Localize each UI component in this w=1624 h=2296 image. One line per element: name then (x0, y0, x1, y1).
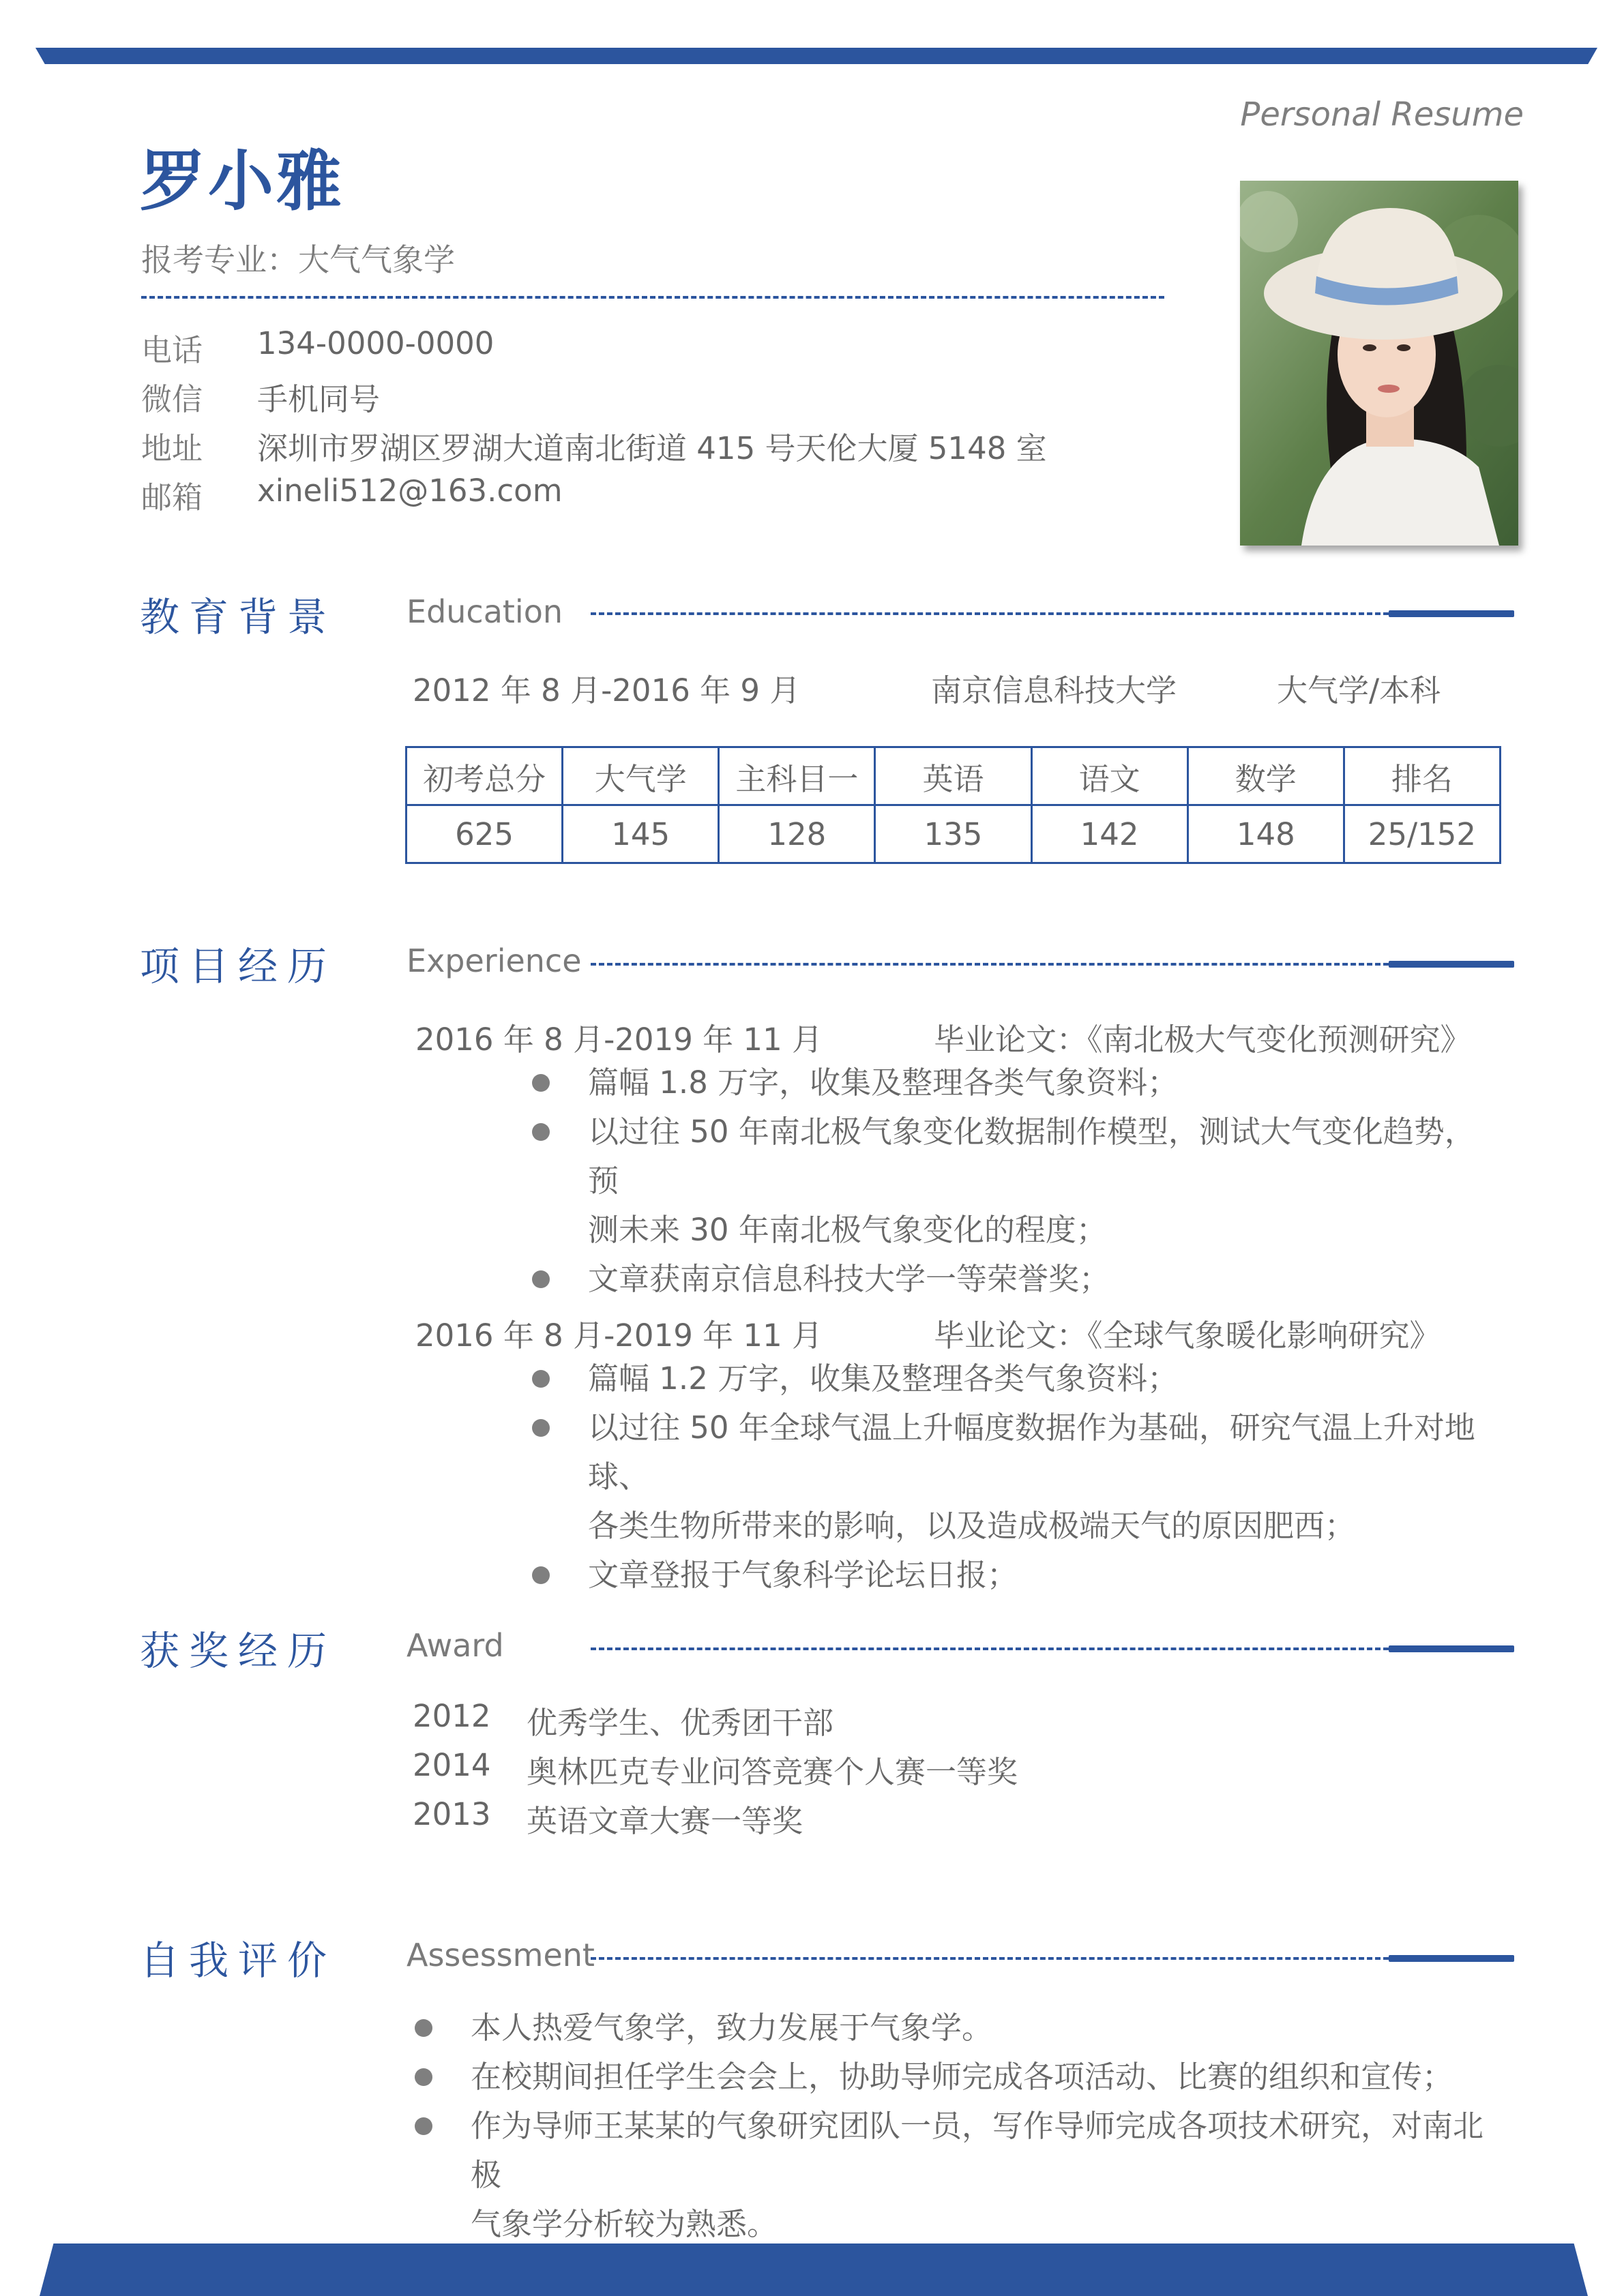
experience-divider (591, 963, 1389, 966)
list-item (532, 1551, 1501, 1600)
experience-bullets (532, 1058, 1501, 1304)
score-header-cell: 主科目一 (719, 747, 875, 805)
bullet-icon (415, 2117, 432, 2135)
score-value-cell: 25/152 (1344, 805, 1500, 863)
bullet-text: 文章获南京信息科技大学一等荣誉奖； (588, 1261, 1110, 1297)
contact-value: 手机同号 (257, 381, 381, 417)
assessment-divider (591, 1957, 1389, 1960)
bullet-text: 在校期间担任学生会会上，协助导师完成各项活动、比赛的组织和宣传； (471, 2059, 1453, 2095)
assessment-divider-accent (1389, 1955, 1514, 1962)
score-value-cell: 135 (875, 805, 1031, 863)
score-header-row (407, 747, 1501, 805)
bullet-icon (532, 1566, 550, 1584)
score-value-cell: 145 (563, 805, 719, 863)
bullet-text: 作为导师王某某的气象研究团队一员，写作导师完成各项技术研究，对南北极 (471, 2108, 1484, 2193)
contact-label: 电话 (141, 332, 203, 368)
experience-period: 2016 年 8 月-2019 年 11 月 (415, 1317, 823, 1354)
list-item (415, 2003, 1506, 2053)
list-item (532, 1403, 1501, 1551)
score-header-cell: 语文 (1031, 747, 1187, 805)
portrait-illustration (1240, 181, 1518, 546)
award-year: 2014 (413, 1747, 491, 1783)
score-header-cell: 初考总分 (407, 747, 563, 805)
score-table (405, 746, 1501, 864)
score-value-cell: 142 (1031, 805, 1187, 863)
award-divider (591, 1648, 1389, 1650)
award-title: 获奖经历 (140, 1628, 337, 1674)
bullet-text: 篇幅 1.2 万字，收集及整理各类气象资料； (588, 1360, 1179, 1397)
experience-en-title: Experience (407, 942, 582, 979)
experience-bullets (532, 1354, 1501, 1600)
list-item (532, 1107, 1501, 1255)
bottom-accent-bar (40, 2243, 1588, 2296)
education-divider-accent (1389, 610, 1514, 617)
score-header-cell: 排名 (1344, 747, 1500, 805)
award-en-title: Award (407, 1627, 504, 1664)
assessment-bullets (415, 2003, 1506, 2249)
bullet-text: 气象学分析较为熟悉。 (471, 2206, 778, 2242)
education-period: 2012 年 8 月-2016 年 9 月 (413, 672, 801, 709)
score-header-cell: 大气学 (563, 747, 719, 805)
bullet-icon (532, 1074, 550, 1092)
top-accent-bar (35, 48, 1597, 64)
education-en-title: Education (407, 593, 563, 630)
score-value-cell: 625 (407, 805, 563, 863)
score-header-cell: 英语 (875, 747, 1031, 805)
list-item (532, 1255, 1501, 1304)
award-name: 优秀学生、优秀团干部 (527, 1705, 834, 1741)
award-name: 英语文章大赛一等奖 (527, 1803, 803, 1839)
assessment-en-title: Assessment (407, 1937, 595, 1973)
bullet-text: 以过往 50 年全球气温上升幅度数据作为基础，研究气温上升对地球、 (588, 1410, 1475, 1495)
experience-project: 毕业论文：《南北极大气变化预测研究》 (934, 1022, 1471, 1058)
experience-period: 2016 年 8 月-2019 年 11 月 (415, 1022, 823, 1058)
score-header-cell: 数学 (1187, 747, 1344, 805)
score-value-cell: 148 (1187, 805, 1344, 863)
bullet-text: 本人热爱气象学，致力发展于气象学。 (471, 2010, 993, 2046)
bullet-icon (532, 1123, 550, 1141)
experience-title: 项目经历 (140, 943, 337, 989)
bullet-icon (415, 2068, 432, 2086)
applied-major: 报考专业：大气气象学 (141, 241, 455, 278)
contact-label: 地址 (141, 430, 203, 466)
assessment-title: 自我评价 (140, 1937, 337, 1984)
list-item (532, 1058, 1501, 1107)
bullet-text: 以过往 50 年南北极气象变化数据制作模型，测试大气变化趋势，预 (588, 1114, 1475, 1199)
award-divider-accent (1389, 1645, 1514, 1652)
contact-value: 深圳市罗湖区罗湖大道南北街道 415 号天伦大厦 5148 室 (257, 430, 1047, 466)
award-year: 2012 (413, 1698, 491, 1734)
education-title: 教育背景 (140, 594, 337, 640)
bullet-icon (532, 1270, 550, 1288)
header-divider (141, 296, 1164, 299)
award-name: 奥林匹克专业问答竞赛个人赛一等奖 (527, 1754, 1018, 1790)
bullet-icon (532, 1370, 550, 1388)
bullet-icon (532, 1419, 550, 1437)
profile-photo (1240, 181, 1518, 546)
contact-address (141, 423, 1047, 468)
list-item (415, 2102, 1506, 2249)
score-value-cell: 128 (719, 805, 875, 863)
candidate-name: 罗小雅 (140, 143, 344, 220)
experience-project: 毕业论文：《全球气象暖化影响研究》 (934, 1317, 1441, 1354)
bullet-text: 测未来 30 年南北极气象变化的程度； (588, 1212, 1107, 1248)
education-degree: 大气学/本科 (1277, 672, 1441, 709)
bullet-icon (415, 2019, 432, 2037)
list-item (532, 1354, 1501, 1403)
education-school: 南京信息科技大学 (931, 672, 1177, 709)
contact-value: xineli512@163.com (257, 473, 563, 509)
contact-value: 134-0000-0000 (257, 325, 494, 361)
contact-label: 微信 (141, 381, 203, 417)
contact-phone (141, 325, 494, 370)
award-year: 2013 (413, 1796, 491, 1832)
bullet-text: 文章登报于气象科学论坛日报； (588, 1557, 1018, 1593)
bullet-text: 篇幅 1.8 万字，收集及整理各类气象资料； (588, 1064, 1179, 1101)
personal-resume-label: Personal Resume (1240, 95, 1524, 134)
contact-email (141, 473, 563, 517)
education-divider (591, 612, 1389, 615)
score-value-row (407, 805, 1501, 863)
list-item (415, 2053, 1506, 2102)
contact-label: 邮箱 (141, 479, 203, 516)
bullet-text: 各类生物所带来的影响，以及造成极端天气的原因肥西； (588, 1508, 1356, 1544)
experience-divider-accent (1389, 961, 1514, 968)
contact-wechat (141, 374, 380, 419)
